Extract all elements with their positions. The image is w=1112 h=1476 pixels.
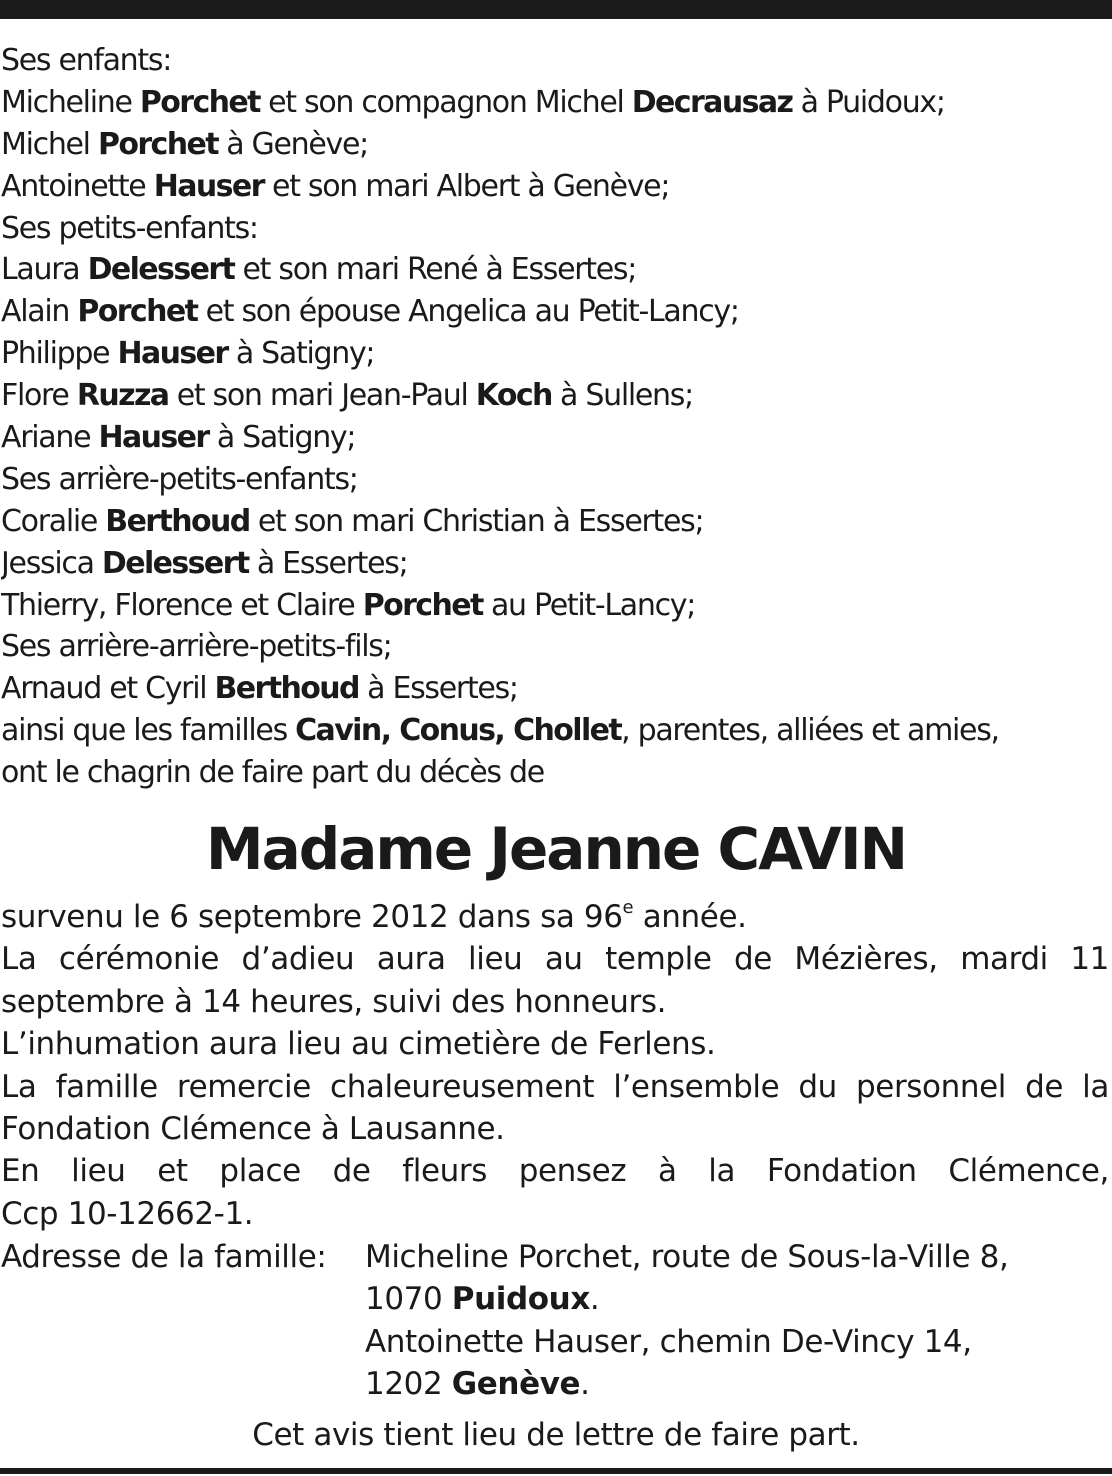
surname: Delessert <box>87 252 235 288</box>
family-line <box>1 752 1109 794</box>
death-date-end: année. <box>633 899 747 935</box>
line-text: Antoinette <box>1 168 154 204</box>
family-line <box>1 668 1109 710</box>
ordinal-suffix: e <box>622 897 634 918</box>
address-2-zip: 1202 <box>365 1366 452 1403</box>
line-text: à Genève; <box>218 126 368 162</box>
line-text: Laura <box>1 252 88 288</box>
closing-note: Cet avis tient lieu de lettre de faire part. <box>252 1417 860 1453</box>
line-text: Micheline <box>1 84 140 120</box>
burial-text: L’inhumation aura lieu au cimetière de Ferlens. <box>1 1026 716 1063</box>
line-text: et son mari Albert à Genève; <box>263 168 670 204</box>
address-1-city: Puidoux <box>451 1281 590 1318</box>
bottom-rule <box>0 1468 1112 1474</box>
line-text: Philippe <box>1 336 118 372</box>
line-text: à Essertes; <box>248 545 408 581</box>
surname: Ruzza <box>76 378 169 414</box>
line-text: Ses enfants: <box>1 43 171 78</box>
family-line <box>1 543 1109 585</box>
family-line <box>1 417 1109 459</box>
address-2-locality <box>365 1363 1105 1405</box>
address-1-street: Micheline Porchet, route de Sous-la-Ville 8, <box>365 1239 1009 1275</box>
surname: Porchet <box>77 294 198 330</box>
family-line <box>1 501 1109 543</box>
family-line <box>1 40 1109 82</box>
death-date-text: survenu le 6 septembre 2012 dans sa 96 <box>1 899 623 935</box>
address-lines <box>365 1236 1105 1406</box>
surname: Hauser <box>98 420 209 456</box>
surname: Decrausaz <box>631 84 793 120</box>
announcement-body <box>1 896 1109 1235</box>
family-line <box>1 626 1109 668</box>
surname: Berthoud <box>105 503 250 539</box>
surname: Cavin, Conus, Chollet <box>295 713 622 749</box>
address-label: Adresse de la famille: <box>1 1239 327 1275</box>
surname: Hauser <box>117 336 228 372</box>
line-text: à Satigny; <box>208 420 356 456</box>
ceremony-text: La cérémonie d’adieu aura lieu au temple de Mézières, mardi 11 septembre à 14 heures, suivi des honneurs. <box>1 941 1109 1020</box>
line-text: Ses arrière-petits-enfants; <box>1 461 358 497</box>
family-line <box>1 208 1109 250</box>
line-text: et son mari Jean-Paul <box>168 378 476 414</box>
line-text: et son compagnon Michel <box>259 84 632 120</box>
line-text: Alain <box>1 294 78 330</box>
surname: Porchet <box>362 587 483 623</box>
line-text: Ses arrière-arrière-petits-fils; <box>1 629 392 665</box>
line-text: et son épouse Angelica au Petit-Lancy; <box>197 294 739 330</box>
family-line <box>1 124 1109 166</box>
surname: Delessert <box>101 545 249 581</box>
death-date <box>1 896 1109 938</box>
family-line <box>1 249 1109 291</box>
flowers-text: En lieu et place de fleurs pensez à la Fondation Clémence, <box>1 1153 1109 1190</box>
line-text: à Puidoux; <box>792 84 945 120</box>
address-1-zip: 1070 <box>365 1281 452 1318</box>
line-text: Ses petits-enfants: <box>1 210 258 246</box>
surname: Porchet <box>139 84 260 120</box>
address-2-street: Antoinette Hauser, chemin De-Vincy 14, <box>365 1323 972 1360</box>
line-text: Coralie <box>1 503 106 539</box>
address-1-locality <box>365 1278 1105 1320</box>
line-text: Michel <box>1 126 98 162</box>
address-2-end: . <box>580 1366 590 1403</box>
line-text: Flore <box>1 378 77 414</box>
line-text: ainsi que les familles <box>1 713 296 749</box>
line-text: ont le chagrin de faire part du décès de <box>1 755 544 791</box>
line-text: Jessica <box>1 545 102 581</box>
line-text: au Petit-Lancy; <box>482 587 696 623</box>
line-text: Arnaud et Cyril <box>1 671 215 707</box>
line-text: à Essertes; <box>358 671 518 707</box>
line-text: et son mari Christian à Essertes; <box>249 503 704 539</box>
line-text: , parentes, alliées et amies, <box>621 713 999 749</box>
surname: Koch <box>475 378 552 414</box>
line-text: Thierry, Florence et Claire <box>1 587 363 623</box>
family-line <box>1 333 1109 375</box>
family-line <box>1 291 1109 333</box>
line-text: à Sullens; <box>551 378 693 414</box>
family-line <box>1 82 1109 124</box>
family-line <box>1 710 1109 752</box>
ccp-number: Ccp 10-12662-1. <box>1 1195 254 1232</box>
family-line <box>1 375 1109 417</box>
line-text: et son mari René à Essertes; <box>234 252 637 288</box>
family-line <box>1 459 1109 501</box>
deceased-name: Madame Jeanne CAVIN <box>205 815 907 883</box>
family-line <box>1 166 1109 208</box>
surname: Berthoud <box>214 671 359 707</box>
family-line <box>1 585 1109 627</box>
line-text: à Satigny; <box>227 336 375 372</box>
line-text: Ariane <box>1 420 99 456</box>
top-rule <box>0 0 1112 19</box>
surname: Hauser <box>153 168 264 204</box>
thanks-text: La famille remercie chaleureusement l’ensemble du personnel de la Fondation Clémence à Lausanne. <box>1 1068 1109 1148</box>
family-list <box>1 40 1109 794</box>
surname: Porchet <box>97 126 218 162</box>
address-2-city: Genève <box>451 1366 581 1403</box>
address-1-end: . <box>589 1281 600 1318</box>
